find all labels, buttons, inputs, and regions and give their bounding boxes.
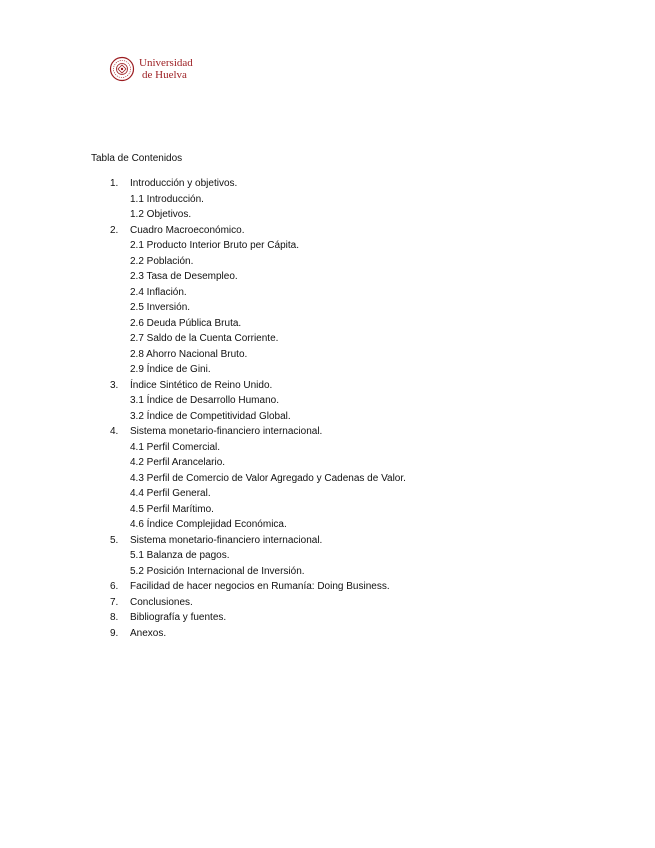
toc-entry-text: 2.8 Ahorro Nacional Bruto. [130,348,248,360]
toc-entry-text: 4.4 Perfil General. [130,488,211,499]
university-logo [109,56,209,86]
toc-entry-text: 2.5 Inversión. [130,302,191,313]
toc-entry-text: 2.3 Tasa de Desempleo. [130,271,238,282]
toc-entry-text: 3.2 Índice de Competitividad Global. [130,410,291,422]
toc-entry-text: 2.2 Población. [130,255,194,267]
toc-entry-number: 7. [110,596,119,608]
toc-entry-number: 1. [110,178,119,189]
toc-entry-text: 4.6 Índice Complejidad Económica. [130,519,287,530]
toc-entry-text: Anexos. [130,627,167,639]
toc-entry-number: 5. [110,534,119,546]
toc-entry-text: 4.3 Perfil de Comercio de Valor Agregado y Cadenas de Valor. [130,472,406,484]
toc-entry-text: 2.1 Producto Interior Bruto per Cápita. [130,240,299,251]
toc-entry-text: 4.1 Perfil Comercial. [130,441,221,453]
logo-line-1: Universidad [139,57,193,69]
toc-entry-text: Índice Sintético de Reino Unido. [130,379,273,391]
toc-entry-text: 3.1 Índice de Desarrollo Humano. [130,395,279,406]
toc-entry-number: 8. [110,612,119,623]
toc-entry-text: Introducción y objetivos. [130,178,238,189]
toc-entry-text: Conclusiones. [130,596,193,608]
toc-title: Tabla de Contenidos [91,153,183,164]
toc-entry-number: 2. [110,224,119,236]
university-seal-icon [109,56,135,82]
toc-entry-number: 9. [110,627,119,639]
toc-entry-text: Sistema monetario-financiero internacional. [130,534,323,546]
toc-entry-number: 3. [110,379,119,391]
toc-entry-text: 2.6 Deuda Pública Bruta. [130,317,242,329]
toc-entry-number: 4. [110,426,119,437]
toc-entry-text: 2.4 Inflación. [130,286,187,298]
toc-entry-text: 5.2 Posición Internacional de Inversión. [130,565,305,577]
toc-entry-text: 4.2 Perfil Arancelario. [130,457,226,468]
toc-entry-text: Bibliografía y fuentes. [130,612,227,623]
toc-entry-text: 1.1 Introducción. [130,193,204,205]
toc-entry-text: 2.7 Saldo de la Cuenta Corriente. [130,333,279,344]
toc-entry-text: Sistema monetario-financiero internacional. [130,426,323,437]
toc-entry-text: 2.9 Índice de Gini. [130,364,211,375]
toc-entry-text: 4.5 Perfil Marítimo. [130,503,214,515]
toc-entry-text: Facilidad de hacer negocios en Rumanía: Doing Business. [130,581,390,592]
toc-entry-text: 1.2 Objetivos. [130,209,192,220]
toc-entry-text: 5.1 Balanza de pagos. [130,550,230,561]
logo-line-2: de Huelva [142,69,187,81]
toc-entry-number: 6. [110,581,119,592]
toc-entry-text: Cuadro Macroeconómico. [130,224,245,236]
